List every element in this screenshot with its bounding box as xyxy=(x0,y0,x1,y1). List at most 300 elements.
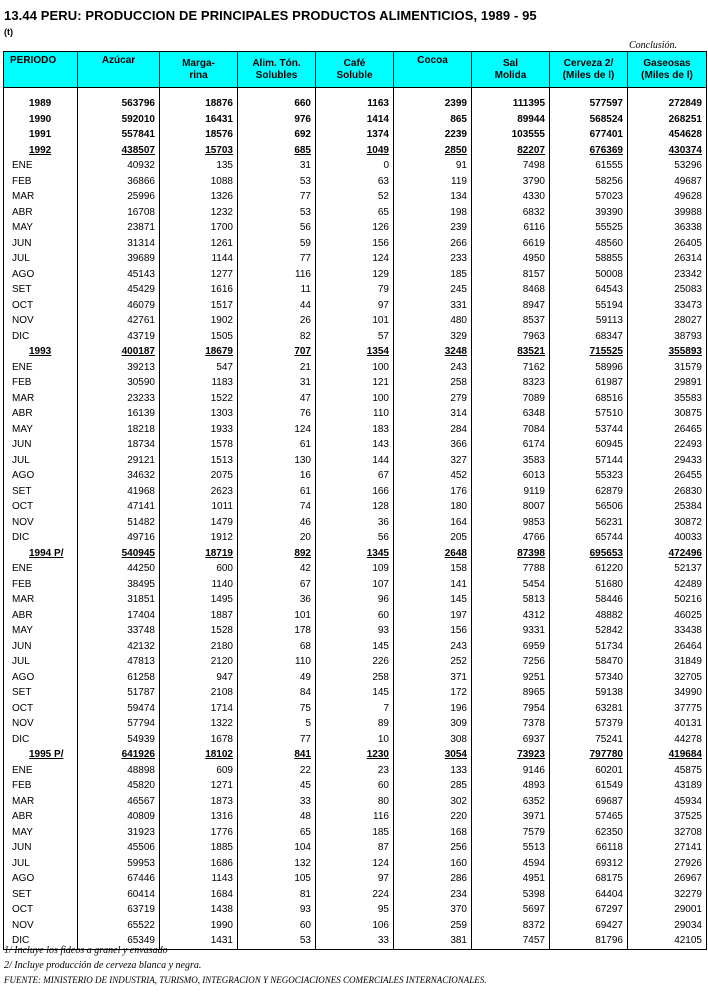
value-cell: 258 xyxy=(394,375,472,391)
value-cell: 25996 xyxy=(78,189,160,205)
value-cell: 51787 xyxy=(78,685,160,701)
value-cell: 279 xyxy=(394,391,472,407)
value-cell: 82207 xyxy=(472,143,550,159)
value-cell: 309 xyxy=(394,716,472,732)
spacer-cell xyxy=(238,88,316,97)
value-cell: 1505 xyxy=(160,329,238,345)
value-cell: 38495 xyxy=(78,577,160,593)
value-cell: 26464 xyxy=(628,639,707,655)
value-cell: 59113 xyxy=(550,313,628,329)
value-cell: 16431 xyxy=(160,112,238,128)
period-cell: 1992 xyxy=(4,143,78,159)
value-cell: 180 xyxy=(394,499,472,515)
value-cell: 695653 xyxy=(550,546,628,562)
value-cell: 9251 xyxy=(472,670,550,686)
value-cell: 103555 xyxy=(472,127,550,143)
month-row xyxy=(4,437,707,453)
value-cell: 2108 xyxy=(160,685,238,701)
value-cell: 121 xyxy=(316,375,394,391)
value-cell: 109 xyxy=(316,561,394,577)
value-cell: 1322 xyxy=(160,716,238,732)
value-cell: 65 xyxy=(238,825,316,841)
value-cell: 4951 xyxy=(472,871,550,887)
value-cell: 258 xyxy=(316,670,394,686)
period-cell: DIC xyxy=(4,732,78,748)
value-cell: 42 xyxy=(238,561,316,577)
period-cell: FEB xyxy=(4,778,78,794)
value-cell: 69427 xyxy=(550,918,628,934)
value-cell: 1354 xyxy=(316,344,394,360)
value-cell: 100 xyxy=(316,391,394,407)
value-cell: 60945 xyxy=(550,437,628,453)
value-cell: 27926 xyxy=(628,856,707,872)
value-cell: 89 xyxy=(316,716,394,732)
period-cell: JUN xyxy=(4,840,78,856)
value-cell: 52 xyxy=(316,189,394,205)
period-cell: MAR xyxy=(4,794,78,810)
value-cell: 5454 xyxy=(472,577,550,593)
value-cell: 245 xyxy=(394,282,472,298)
production-table xyxy=(3,51,707,950)
month-row xyxy=(4,623,707,639)
value-cell: 243 xyxy=(394,360,472,376)
value-cell: 132 xyxy=(238,856,316,872)
value-cell: 286 xyxy=(394,871,472,887)
value-cell: 4594 xyxy=(472,856,550,872)
period-cell: JUL xyxy=(4,856,78,872)
value-cell: 1528 xyxy=(160,623,238,639)
value-cell: 172 xyxy=(394,685,472,701)
period-cell: AGO xyxy=(4,468,78,484)
period-cell: JUL xyxy=(4,654,78,670)
column-header-line1: Cerveza 2/ xyxy=(563,57,614,69)
period-cell: JUN xyxy=(4,236,78,252)
value-cell: 4950 xyxy=(472,251,550,267)
header-row xyxy=(4,52,707,88)
value-cell: 49716 xyxy=(78,530,160,546)
value-cell: 53 xyxy=(238,933,316,949)
value-cell: 57144 xyxy=(550,453,628,469)
value-cell: 45820 xyxy=(78,778,160,794)
value-cell: 1513 xyxy=(160,453,238,469)
value-cell: 272849 xyxy=(628,96,707,112)
value-cell: 145 xyxy=(316,639,394,655)
value-cell: 135 xyxy=(160,158,238,174)
column-header-line1: Café xyxy=(343,57,366,69)
value-cell: 93 xyxy=(316,623,394,639)
month-row xyxy=(4,856,707,872)
value-cell: 31923 xyxy=(78,825,160,841)
value-cell: 44 xyxy=(238,298,316,314)
value-cell: 39988 xyxy=(628,205,707,221)
value-cell: 83521 xyxy=(472,344,550,360)
value-cell: 8947 xyxy=(472,298,550,314)
period-cell: ENE xyxy=(4,158,78,174)
value-cell: 55194 xyxy=(550,298,628,314)
year-total-row xyxy=(4,546,707,562)
period-cell: FEB xyxy=(4,375,78,391)
value-cell: 45506 xyxy=(78,840,160,856)
period-cell: AGO xyxy=(4,267,78,283)
value-cell: 7498 xyxy=(472,158,550,174)
value-cell: 266 xyxy=(394,236,472,252)
month-row xyxy=(4,840,707,856)
value-cell: 9853 xyxy=(472,515,550,531)
period-cell: MAY xyxy=(4,220,78,236)
value-cell: 22493 xyxy=(628,437,707,453)
value-cell: 1438 xyxy=(160,902,238,918)
value-cell: 63281 xyxy=(550,701,628,717)
month-row xyxy=(4,794,707,810)
column-header-line1: Cocoa xyxy=(417,55,448,66)
value-cell: 256 xyxy=(394,840,472,856)
value-cell: 101 xyxy=(238,608,316,624)
value-cell: 23871 xyxy=(78,220,160,236)
value-cell: 3054 xyxy=(394,747,472,763)
value-cell: 43719 xyxy=(78,329,160,345)
value-cell: 600 xyxy=(160,561,238,577)
value-cell: 6937 xyxy=(472,732,550,748)
period-cell: ENE xyxy=(4,360,78,376)
value-cell: 116 xyxy=(238,267,316,283)
value-cell: 8323 xyxy=(472,375,550,391)
value-cell: 243 xyxy=(394,639,472,655)
value-cell: 82 xyxy=(238,329,316,345)
page-title: 13.44 PERU: PRODUCCION DE PRINCIPALES PRODUCTOS ALIMENTICIOS, 1989 - 95 xyxy=(4,8,537,23)
value-cell: 18719 xyxy=(160,546,238,562)
value-cell: 61258 xyxy=(78,670,160,686)
value-cell: 976 xyxy=(238,112,316,128)
value-cell: 16 xyxy=(238,468,316,484)
value-cell: 430374 xyxy=(628,143,707,159)
value-cell: 101 xyxy=(316,313,394,329)
value-cell: 480 xyxy=(394,313,472,329)
value-cell: 677401 xyxy=(550,127,628,143)
period-cell: ABR xyxy=(4,406,78,422)
column-header xyxy=(550,52,628,88)
value-cell: 26405 xyxy=(628,236,707,252)
value-cell: 7579 xyxy=(472,825,550,841)
value-cell: 7954 xyxy=(472,701,550,717)
value-cell: 66118 xyxy=(550,840,628,856)
value-cell: 1230 xyxy=(316,747,394,763)
value-cell: 59138 xyxy=(550,685,628,701)
value-cell: 81796 xyxy=(550,933,628,949)
column-header xyxy=(78,52,160,88)
value-cell: 2239 xyxy=(394,127,472,143)
conclusion-label: Conclusión. xyxy=(629,40,678,51)
value-cell: 692 xyxy=(238,127,316,143)
annual-row xyxy=(4,112,707,128)
value-cell: 5 xyxy=(238,716,316,732)
value-cell: 62879 xyxy=(550,484,628,500)
value-cell: 3583 xyxy=(472,453,550,469)
year-total-row xyxy=(4,344,707,360)
value-cell: 8372 xyxy=(472,918,550,934)
value-cell: 454628 xyxy=(628,127,707,143)
month-row xyxy=(4,236,707,252)
value-cell: 557841 xyxy=(78,127,160,143)
value-cell: 1902 xyxy=(160,313,238,329)
value-cell: 37525 xyxy=(628,809,707,825)
value-cell: 51680 xyxy=(550,577,628,593)
period-cell: MAR xyxy=(4,189,78,205)
value-cell: 29121 xyxy=(78,453,160,469)
value-cell: 61 xyxy=(238,484,316,500)
month-row xyxy=(4,685,707,701)
value-cell: 1326 xyxy=(160,189,238,205)
month-row xyxy=(4,375,707,391)
column-header xyxy=(394,52,472,88)
column-header-line1: Alim. Tón. xyxy=(252,57,301,69)
value-cell: 39390 xyxy=(550,205,628,221)
value-cell: 438507 xyxy=(78,143,160,159)
value-cell: 30875 xyxy=(628,406,707,422)
value-cell: 1143 xyxy=(160,871,238,887)
value-cell: 568524 xyxy=(550,112,628,128)
period-cell: AGO xyxy=(4,670,78,686)
period-cell: DIC xyxy=(4,933,78,949)
value-cell: 4312 xyxy=(472,608,550,624)
value-cell: 2180 xyxy=(160,639,238,655)
annual-row xyxy=(4,96,707,112)
value-cell: 6348 xyxy=(472,406,550,422)
value-cell: 61987 xyxy=(550,375,628,391)
value-cell: 61549 xyxy=(550,778,628,794)
value-cell: 42132 xyxy=(78,639,160,655)
value-cell: 6174 xyxy=(472,437,550,453)
month-row xyxy=(4,561,707,577)
table-body xyxy=(4,88,707,950)
value-cell: 29034 xyxy=(628,918,707,934)
period-cell: FEB xyxy=(4,577,78,593)
month-row xyxy=(4,670,707,686)
value-cell: 36 xyxy=(316,515,394,531)
value-cell: 33748 xyxy=(78,623,160,639)
value-cell: 68175 xyxy=(550,871,628,887)
value-cell: 77 xyxy=(238,732,316,748)
value-cell: 1578 xyxy=(160,437,238,453)
value-cell: 1686 xyxy=(160,856,238,872)
month-row xyxy=(4,298,707,314)
value-cell: 1271 xyxy=(160,778,238,794)
period-cell: ENE xyxy=(4,763,78,779)
value-cell: 49 xyxy=(238,670,316,686)
value-cell: 220 xyxy=(394,809,472,825)
spacer-cell xyxy=(628,88,707,97)
value-cell: 7162 xyxy=(472,360,550,376)
value-cell: 7788 xyxy=(472,561,550,577)
value-cell: 400187 xyxy=(78,344,160,360)
value-cell: 5697 xyxy=(472,902,550,918)
period-cell: MAY xyxy=(4,623,78,639)
value-cell: 67297 xyxy=(550,902,628,918)
value-cell: 48882 xyxy=(550,608,628,624)
value-cell: 116 xyxy=(316,809,394,825)
value-cell: 7256 xyxy=(472,654,550,670)
value-cell: 284 xyxy=(394,422,472,438)
value-cell: 9146 xyxy=(472,763,550,779)
period-cell: ABR xyxy=(4,205,78,221)
value-cell: 6116 xyxy=(472,220,550,236)
period-cell: OCT xyxy=(4,701,78,717)
value-cell: 42489 xyxy=(628,577,707,593)
value-cell: 60201 xyxy=(550,763,628,779)
value-cell: 107 xyxy=(316,577,394,593)
value-cell: 32279 xyxy=(628,887,707,903)
value-cell: 55525 xyxy=(550,220,628,236)
value-cell: 45 xyxy=(238,778,316,794)
value-cell: 64543 xyxy=(550,282,628,298)
month-row xyxy=(4,251,707,267)
value-cell: 197 xyxy=(394,608,472,624)
column-header-line1: Azúcar xyxy=(101,55,136,66)
period-cell: 1990 xyxy=(4,112,78,128)
value-cell: 18576 xyxy=(160,127,238,143)
month-row xyxy=(4,453,707,469)
value-cell: 239 xyxy=(394,220,472,236)
month-row xyxy=(4,189,707,205)
value-cell: 56 xyxy=(316,530,394,546)
value-cell: 1885 xyxy=(160,840,238,856)
value-cell: 196 xyxy=(394,701,472,717)
value-cell: 128 xyxy=(316,499,394,515)
value-cell: 259 xyxy=(394,918,472,934)
value-cell: 577597 xyxy=(550,96,628,112)
value-cell: 1678 xyxy=(160,732,238,748)
table-header xyxy=(4,52,707,88)
month-row xyxy=(4,608,707,624)
footnote-1: 1/ Incluye los fideos a granel y envasado xyxy=(4,945,168,956)
value-cell: 302 xyxy=(394,794,472,810)
period-cell: JUL xyxy=(4,453,78,469)
value-cell: 57379 xyxy=(550,716,628,732)
value-cell: 96 xyxy=(316,592,394,608)
value-cell: 35583 xyxy=(628,391,707,407)
value-cell: 28027 xyxy=(628,313,707,329)
value-cell: 59953 xyxy=(78,856,160,872)
value-cell: 26 xyxy=(238,313,316,329)
value-cell: 158 xyxy=(394,561,472,577)
value-cell: 48898 xyxy=(78,763,160,779)
value-cell: 5398 xyxy=(472,887,550,903)
value-cell: 1183 xyxy=(160,375,238,391)
value-cell: 26465 xyxy=(628,422,707,438)
value-cell: 45429 xyxy=(78,282,160,298)
value-cell: 56506 xyxy=(550,499,628,515)
value-cell: 57794 xyxy=(78,716,160,732)
spacer-cell xyxy=(4,88,78,97)
value-cell: 42761 xyxy=(78,313,160,329)
value-cell: 87398 xyxy=(472,546,550,562)
value-cell: 23342 xyxy=(628,267,707,283)
year-total-row xyxy=(4,747,707,763)
value-cell: 52842 xyxy=(550,623,628,639)
value-cell: 4330 xyxy=(472,189,550,205)
value-cell: 366 xyxy=(394,437,472,453)
value-cell: 33 xyxy=(316,933,394,949)
value-cell: 58996 xyxy=(550,360,628,376)
value-cell: 3790 xyxy=(472,174,550,190)
value-cell: 7378 xyxy=(472,716,550,732)
value-cell: 45143 xyxy=(78,267,160,283)
spacer-cell xyxy=(78,88,160,97)
value-cell: 1616 xyxy=(160,282,238,298)
value-cell: 0 xyxy=(316,158,394,174)
value-cell: 111395 xyxy=(472,96,550,112)
value-cell: 68516 xyxy=(550,391,628,407)
value-cell: 26455 xyxy=(628,468,707,484)
value-cell: 841 xyxy=(238,747,316,763)
period-cell: SET xyxy=(4,887,78,903)
value-cell: 46567 xyxy=(78,794,160,810)
month-row xyxy=(4,825,707,841)
value-cell: 226 xyxy=(316,654,394,670)
period-cell: JUN xyxy=(4,437,78,453)
value-cell: 1700 xyxy=(160,220,238,236)
value-cell: 61 xyxy=(238,437,316,453)
value-cell: 452 xyxy=(394,468,472,484)
month-row xyxy=(4,205,707,221)
period-cell: OCT xyxy=(4,298,78,314)
value-cell: 58470 xyxy=(550,654,628,670)
value-cell: 18876 xyxy=(160,96,238,112)
value-cell: 26830 xyxy=(628,484,707,500)
month-row xyxy=(4,515,707,531)
period-cell: JUN xyxy=(4,639,78,655)
value-cell: 8965 xyxy=(472,685,550,701)
value-cell: 75 xyxy=(238,701,316,717)
value-cell: 61220 xyxy=(550,561,628,577)
value-cell: 40131 xyxy=(628,716,707,732)
month-row xyxy=(4,701,707,717)
period-cell: 1991 xyxy=(4,127,78,143)
month-row xyxy=(4,716,707,732)
value-cell: 30590 xyxy=(78,375,160,391)
value-cell: 53 xyxy=(238,174,316,190)
value-cell: 1887 xyxy=(160,608,238,624)
value-cell: 1776 xyxy=(160,825,238,841)
value-cell: 33438 xyxy=(628,623,707,639)
value-cell: 60 xyxy=(316,778,394,794)
value-cell: 51482 xyxy=(78,515,160,531)
month-row xyxy=(4,282,707,298)
value-cell: 865 xyxy=(394,112,472,128)
value-cell: 1277 xyxy=(160,267,238,283)
value-cell: 1479 xyxy=(160,515,238,531)
value-cell: 183 xyxy=(316,422,394,438)
value-cell: 31 xyxy=(238,375,316,391)
period-cell: MAY xyxy=(4,422,78,438)
value-cell: 164 xyxy=(394,515,472,531)
period-cell: DIC xyxy=(4,530,78,546)
column-header-line2: Soluble xyxy=(336,69,373,81)
value-cell: 110 xyxy=(238,654,316,670)
value-cell: 8537 xyxy=(472,313,550,329)
value-cell: 89944 xyxy=(472,112,550,128)
value-cell: 6959 xyxy=(472,639,550,655)
value-cell: 63 xyxy=(316,174,394,190)
period-cell: NOV xyxy=(4,918,78,934)
value-cell: 33473 xyxy=(628,298,707,314)
value-cell: 641926 xyxy=(78,747,160,763)
value-cell: 168 xyxy=(394,825,472,841)
value-cell: 540945 xyxy=(78,546,160,562)
value-cell: 224 xyxy=(316,887,394,903)
column-header-line2: (Miles de l) xyxy=(562,69,615,81)
value-cell: 1144 xyxy=(160,251,238,267)
value-cell: 5813 xyxy=(472,592,550,608)
